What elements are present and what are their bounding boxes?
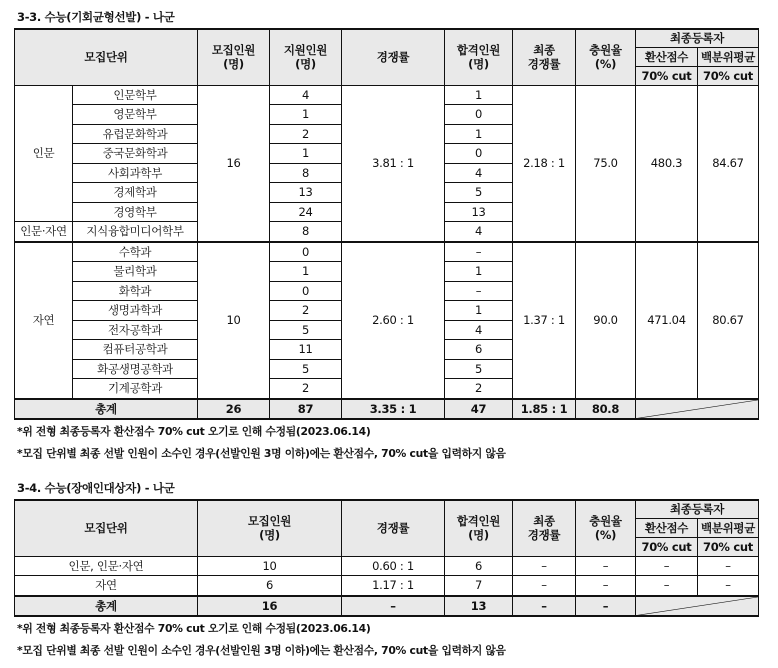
dept-cell: 전자공학과 [73, 320, 198, 340]
passed-cell: 6 [445, 340, 513, 360]
total-row [15, 399, 759, 420]
applicants-cell: 0 [270, 281, 342, 301]
total-passed: 47 [445, 399, 513, 420]
header-final-competition: 최종 경쟁률 [513, 29, 576, 85]
competition-cell: 1.17 : 1 [342, 576, 445, 596]
note-3: *위 전형 최종등록자 환산점수 70% cut 오기로 인해 수정됨(2023.06.14) [17, 622, 371, 635]
applicants-cell: 4 [270, 85, 342, 105]
total-label: 총계 [15, 399, 198, 420]
dept-cell: 사회과학부 [73, 163, 198, 183]
dept-cell: 중국문화학과 [73, 144, 198, 164]
total-label: 총계 [15, 596, 198, 617]
dept-cell: 기계공학과 [73, 379, 198, 399]
header-quota: 모집인원 (명) [198, 29, 270, 85]
unit-cell: 인문, 인문·자연 [15, 556, 198, 576]
final-competition-cell: – [513, 556, 576, 576]
passed-cell: 4 [445, 222, 513, 242]
note-4: *모집 단위별 최종 선발 인원이 소수인 경우(선발인원 3명 이하)에는 환산점수, 70% cut을 입력하지 않음 [17, 644, 506, 657]
passed-cell: 1 [445, 85, 513, 105]
applicants-cell: 24 [270, 202, 342, 222]
fill-rate-cell: 75.0 [576, 85, 636, 242]
table-row [15, 556, 759, 576]
fill-rate-cell: – [576, 576, 636, 596]
passed-cell: 5 [445, 359, 513, 379]
dept-cell: 컴퓨터공학과 [73, 340, 198, 360]
dept-cell: 화학과 [73, 281, 198, 301]
table-row [15, 242, 759, 262]
final-competition-cell: 2.18 : 1 [513, 85, 576, 242]
note-2: *모집 단위별 최종 선발 인원이 소수인 경우(선발인원 3명 이하)에는 환산점수, 70% cut을 입력하지 않음 [17, 447, 506, 460]
converted-cell: – [636, 576, 698, 596]
applicants-cell: 2 [270, 379, 342, 399]
header-percentile-cut: 70% cut [698, 537, 759, 556]
total-quota: 26 [198, 399, 270, 420]
header-final-registrants: 최종등록자 [636, 500, 759, 518]
fill-rate-cell: 90.0 [576, 242, 636, 399]
passed-cell: – [445, 281, 513, 301]
applicants-cell: 1 [270, 144, 342, 164]
percentile-cell: 80.67 [698, 242, 759, 399]
admission-table-3-4 [14, 499, 759, 617]
dept-cell: 물리학과 [73, 262, 198, 282]
passed-cell: 5 [445, 183, 513, 203]
applicants-cell: 5 [270, 320, 342, 340]
total-final-competition: – [513, 596, 576, 617]
dept-cell: 인문학부 [73, 85, 198, 105]
quota-cell: 10 [198, 242, 270, 399]
passed-cell: 1 [445, 124, 513, 144]
header-percentile-cut: 70% cut [698, 66, 759, 85]
dept-cell: 영문학부 [73, 105, 198, 125]
applicants-cell: 0 [270, 242, 342, 262]
total-fill-rate: 80.8 [576, 399, 636, 420]
dept-cell: 지식융합미디어학부 [73, 222, 198, 242]
total-quota: 16 [198, 596, 342, 617]
applicants-cell: 5 [270, 359, 342, 379]
competition-cell: 2.60 : 1 [342, 242, 445, 399]
group-label: 인문·자연 [15, 222, 73, 242]
percentile-cell: – [698, 556, 759, 576]
header-fill-rate: 충원율 (%) [576, 500, 636, 556]
unit-cell: 자연 [15, 576, 198, 596]
percentile-cell: – [698, 576, 759, 596]
competition-cell: 0.60 : 1 [342, 556, 445, 576]
passed-cell: 1 [445, 262, 513, 282]
note-1: *위 전형 최종등록자 환산점수 70% cut 오기로 인해 수정됨(2023.06.14) [17, 425, 371, 438]
total-fill-rate: – [576, 596, 636, 617]
header-percentile: 백분위평균 [698, 518, 759, 537]
total-competition: – [342, 596, 445, 617]
header-unit: 모집단위 [15, 29, 198, 85]
quota-cell: 10 [198, 556, 342, 576]
percentile-cell: 84.67 [698, 85, 759, 242]
dept-cell: 경제학과 [73, 183, 198, 203]
header-final-competition: 최종 경쟁률 [513, 500, 576, 556]
dept-cell: 수학과 [73, 242, 198, 262]
header-quota: 모집인원 (명) [198, 500, 342, 556]
final-competition-cell: – [513, 576, 576, 596]
header-passed: 합격인원 (명) [445, 500, 513, 556]
table-row [15, 85, 759, 105]
applicants-cell: 11 [270, 340, 342, 360]
header-fill-rate: 충원율 (%) [576, 29, 636, 85]
applicants-cell: 8 [270, 163, 342, 183]
header-converted: 환산점수 [636, 518, 698, 537]
competition-cell: 3.81 : 1 [342, 85, 445, 242]
header-competition: 경쟁률 [342, 29, 445, 85]
fill-rate-cell: – [576, 556, 636, 576]
total-applicants: 87 [270, 399, 342, 420]
dept-cell: 유럽문화학과 [73, 124, 198, 144]
header-applicants: 지원인원 (명) [270, 29, 342, 85]
passed-cell: – [445, 242, 513, 262]
header-converted-cut: 70% cut [636, 66, 698, 85]
quota-cell: 6 [198, 576, 342, 596]
passed-cell: 1 [445, 301, 513, 321]
passed-cell: 6 [445, 556, 513, 576]
applicants-cell: 1 [270, 262, 342, 282]
passed-cell: 13 [445, 202, 513, 222]
header-competition: 경쟁률 [342, 500, 445, 556]
quota-cell: 16 [198, 85, 270, 242]
dept-cell: 경영학부 [73, 202, 198, 222]
applicants-cell: 1 [270, 105, 342, 125]
applicants-cell: 2 [270, 124, 342, 144]
section-title-3-3: 3-3. 수능(기회균형선발) - 나군 [17, 10, 175, 24]
total-passed: 13 [445, 596, 513, 617]
header-passed: 합격인원 (명) [445, 29, 513, 85]
converted-cell: 471.04 [636, 242, 698, 399]
total-competition: 3.35 : 1 [342, 399, 445, 420]
passed-cell: 0 [445, 105, 513, 125]
passed-cell: 4 [445, 320, 513, 340]
section-title-3-4: 3-4. 수능(장애인대상자) - 나군 [17, 481, 175, 495]
final-competition-cell: 1.37 : 1 [513, 242, 576, 399]
admission-table-3-3 [14, 28, 759, 420]
applicants-cell: 13 [270, 183, 342, 203]
header-unit: 모집단위 [15, 500, 198, 556]
header-converted-cut: 70% cut [636, 537, 698, 556]
table-row [15, 576, 759, 596]
passed-cell: 0 [445, 144, 513, 164]
header-converted: 환산점수 [636, 47, 698, 66]
passed-cell: 7 [445, 576, 513, 596]
total-final-competition: 1.85 : 1 [513, 399, 576, 420]
header-final-registrants: 최종등록자 [636, 29, 759, 47]
dept-cell: 화공생명공학과 [73, 359, 198, 379]
converted-cell: – [636, 556, 698, 576]
applicants-cell: 2 [270, 301, 342, 321]
converted-cell: 480.3 [636, 85, 698, 242]
total-row [15, 596, 759, 617]
diagonal-empty-cell [636, 399, 759, 420]
applicants-cell: 8 [270, 222, 342, 242]
passed-cell: 2 [445, 379, 513, 399]
diagonal-empty-cell [636, 596, 759, 617]
group-label: 자연 [15, 242, 73, 399]
header-percentile: 백분위평균 [698, 47, 759, 66]
group-label: 인문 [15, 85, 73, 222]
passed-cell: 4 [445, 163, 513, 183]
dept-cell: 생명과학과 [73, 301, 198, 321]
